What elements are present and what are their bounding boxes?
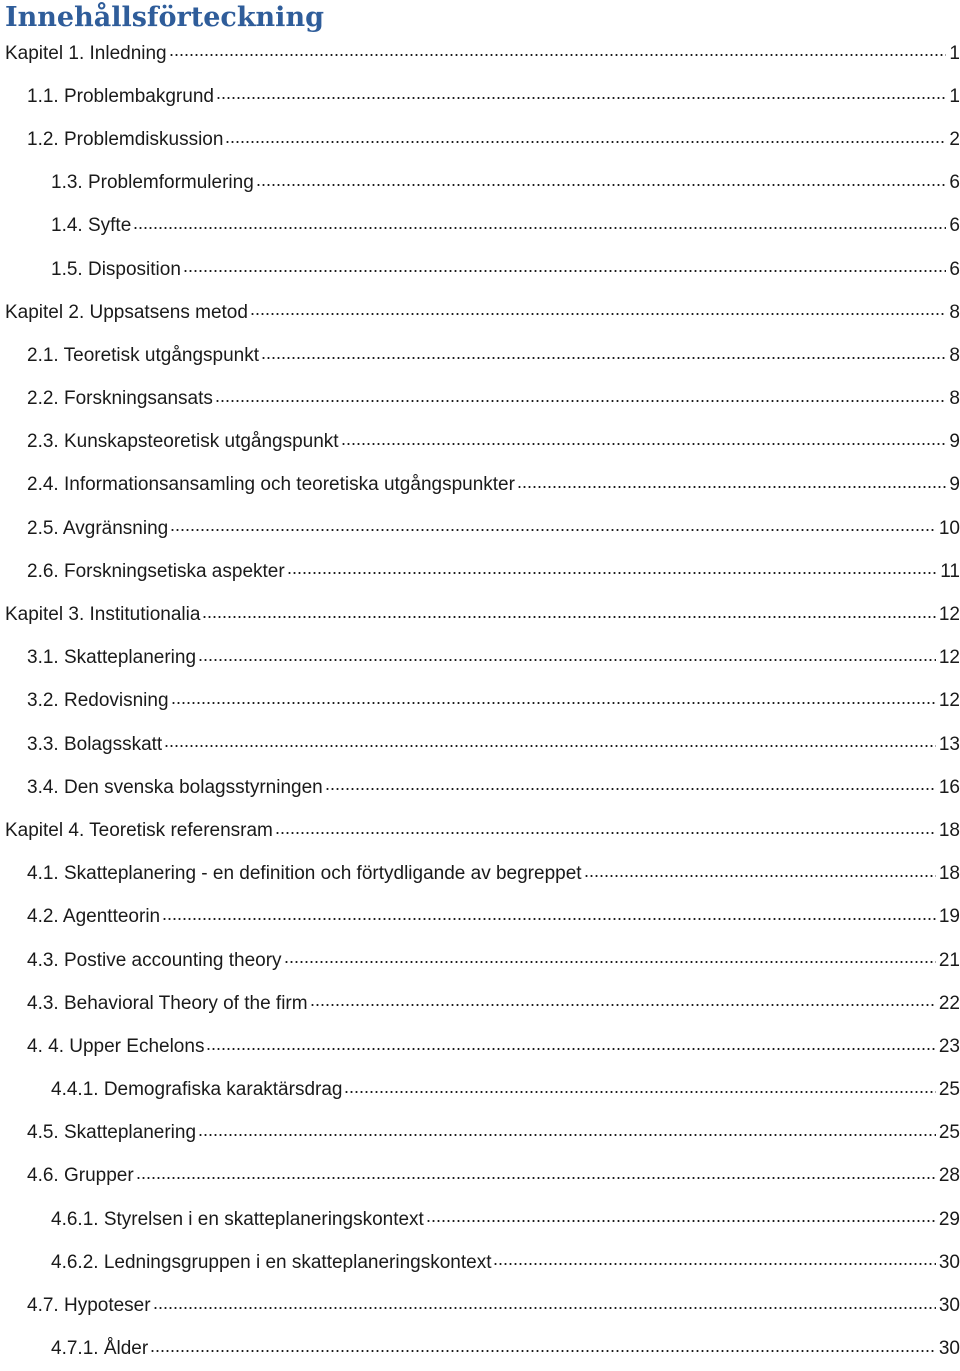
- dot-leader: [325, 783, 936, 795]
- dot-leader: [169, 49, 947, 61]
- toc-entry-label: 4.3. Behavioral Theory of the firm: [27, 992, 308, 1014]
- toc-entry-label: 4.7.1. Ålder: [51, 1338, 149, 1360]
- dot-leader: [225, 136, 946, 148]
- toc-entry-label: 4.6. Grupper: [27, 1165, 134, 1187]
- toc-entry-label: 1.2. Problemdiskussion: [27, 128, 224, 150]
- toc-entry[interactable]: [0, 378, 960, 421]
- toc-entry-label: 4.1. Skatteplanering - en definition och förtydligande av begreppet: [27, 863, 582, 885]
- toc-list: [0, 32, 960, 1371]
- toc-entry[interactable]: [0, 896, 960, 939]
- toc-entry-page-number: 6: [949, 215, 960, 237]
- toc-entry[interactable]: [0, 162, 960, 205]
- toc-entry-label: 4.6.2. Ledningsgruppen i en skatteplaneringskontext: [51, 1251, 492, 1273]
- dot-leader: [284, 956, 936, 968]
- dot-leader: [198, 654, 936, 666]
- toc-entry-page-number: 6: [949, 258, 960, 280]
- toc-entry[interactable]: [0, 291, 960, 334]
- toc-entry[interactable]: [0, 1155, 960, 1198]
- toc-entry[interactable]: [0, 809, 960, 852]
- toc-entry[interactable]: [0, 982, 960, 1025]
- toc-entry-page-number: 12: [938, 690, 960, 712]
- dot-leader: [171, 697, 936, 709]
- dot-leader: [216, 92, 946, 104]
- toc-entry-label: 1.1. Problembakgrund: [27, 85, 214, 107]
- toc-entry-page-number: 9: [949, 474, 960, 496]
- toc-entry[interactable]: [0, 507, 960, 550]
- toc-entry-page-number: 28: [938, 1165, 960, 1187]
- toc-entry-page-number: 25: [938, 1079, 960, 1101]
- toc-entry-page-number: 13: [938, 733, 960, 755]
- toc-entry[interactable]: [0, 550, 960, 593]
- toc-entry-label: 2.3. Kunskapsteoretisk utgångspunkt: [27, 431, 339, 453]
- toc-entry[interactable]: [0, 1069, 960, 1112]
- dot-leader: [162, 913, 936, 925]
- dot-leader: [206, 1043, 935, 1055]
- dot-leader: [493, 1258, 935, 1270]
- toc-entry-label: 4.7. Hypoteser: [27, 1295, 151, 1317]
- toc-entry[interactable]: [0, 680, 960, 723]
- toc-entry-label: 1.5. Disposition: [51, 258, 181, 280]
- dot-leader: [136, 1172, 936, 1184]
- toc-entry-label: 1.3. Problemformulering: [51, 172, 254, 194]
- toc-entry-page-number: 30: [938, 1295, 960, 1317]
- toc-entry[interactable]: [0, 939, 960, 982]
- dot-leader: [250, 308, 947, 320]
- toc-entry[interactable]: [0, 464, 960, 507]
- dot-leader: [275, 827, 936, 839]
- toc-entry-label: 2.5. Avgränsning: [27, 517, 169, 539]
- dot-leader: [164, 740, 936, 752]
- dot-leader: [256, 179, 947, 191]
- toc-entry-page-number: 2: [949, 128, 960, 150]
- toc-entry-label: Kapitel 1. Inledning: [5, 42, 167, 64]
- toc-entry-label: 1.4. Syfte: [51, 215, 132, 237]
- toc-title: Innehållsförteckning: [5, 2, 324, 33]
- toc-entry-page-number: 1: [949, 42, 960, 64]
- toc-entry-label: 2.1. Teoretisk utgångspunkt: [27, 344, 260, 366]
- dot-leader: [150, 1345, 936, 1357]
- toc-entry[interactable]: [0, 1284, 960, 1327]
- toc-entry-page-number: 11: [940, 560, 960, 582]
- toc-entry-page-number: 1: [949, 85, 960, 107]
- toc-entry-label: 4.3. Postive accounting theory: [27, 949, 282, 971]
- toc-entry-label: 2.6. Forskningsetiska aspekter: [27, 560, 285, 582]
- toc-entry-page-number: 12: [938, 647, 960, 669]
- toc-entry[interactable]: [0, 118, 960, 161]
- toc-entry-page-number: 25: [938, 1122, 960, 1144]
- toc-entry-page-number: 10: [938, 517, 960, 539]
- toc-entry-page-number: 19: [938, 906, 960, 928]
- toc-entry[interactable]: [0, 1328, 960, 1371]
- dot-leader: [517, 481, 946, 493]
- dot-leader: [310, 999, 936, 1011]
- dot-leader: [198, 1129, 936, 1141]
- toc-entry[interactable]: [0, 421, 960, 464]
- dot-leader: [344, 1086, 935, 1098]
- toc-entry-page-number: 8: [949, 301, 960, 323]
- toc-entry-page-number: 12: [938, 604, 960, 626]
- toc-entry-label: 4. 4. Upper Echelons: [27, 1035, 205, 1057]
- toc-entry-label: 4.2. Agentteorin: [27, 906, 161, 928]
- dot-leader: [584, 870, 936, 882]
- toc-entry-label: 3.1. Skatteplanering: [27, 647, 197, 669]
- dot-leader: [153, 1302, 936, 1314]
- toc-entry-label: 3.4. Den svenska bolagsstyrningen: [27, 776, 323, 798]
- toc-entry[interactable]: [0, 334, 960, 377]
- toc-entry-label: 2.2. Forskningsansats: [27, 388, 213, 410]
- toc-entry-page-number: 8: [949, 344, 960, 366]
- toc-entry-page-number: 6: [949, 172, 960, 194]
- toc-entry[interactable]: [0, 1112, 960, 1155]
- toc-entry[interactable]: [0, 75, 960, 118]
- toc-entry-label: Kapitel 3. Institutionalia: [5, 604, 201, 626]
- toc-entry-label: 4.5. Skatteplanering: [27, 1122, 197, 1144]
- toc-entry-page-number: 16: [938, 776, 960, 798]
- toc-entry[interactable]: [0, 1025, 960, 1068]
- toc-entry-label: 3.3. Bolagsskatt: [27, 733, 163, 755]
- dot-leader: [202, 611, 935, 623]
- dot-leader: [215, 395, 947, 407]
- toc-entry-page-number: 30: [938, 1338, 960, 1360]
- toc-entry-page-number: 21: [938, 949, 960, 971]
- toc-entry-label: 2.4. Informationsansamling och teoretiska utgångspunkter: [27, 474, 515, 496]
- dot-leader: [133, 222, 946, 234]
- dot-leader: [261, 352, 946, 364]
- toc-entry[interactable]: [0, 1241, 960, 1284]
- toc-entry[interactable]: [0, 853, 960, 896]
- toc-entry-page-number: 30: [938, 1251, 960, 1273]
- toc-entry[interactable]: [0, 593, 960, 636]
- toc-entry-page-number: 18: [938, 863, 960, 885]
- dot-leader: [183, 265, 947, 277]
- toc-entry[interactable]: [0, 723, 960, 766]
- toc-entry[interactable]: [0, 248, 960, 291]
- dot-leader: [287, 567, 938, 579]
- toc-entry-label: 3.2. Redovisning: [27, 690, 169, 712]
- dot-leader: [341, 438, 947, 450]
- toc-entry-page-number: 22: [938, 992, 960, 1014]
- toc-entry-label: 4.4.1. Demografiska karaktärsdrag: [51, 1079, 343, 1101]
- toc-entry[interactable]: [0, 32, 960, 75]
- toc-entry[interactable]: [0, 205, 960, 248]
- toc-entry-page-number: 18: [938, 819, 960, 841]
- toc-entry-page-number: 29: [938, 1208, 960, 1230]
- toc-entry-page-number: 23: [938, 1035, 960, 1057]
- toc-entry-page-number: 9: [949, 431, 960, 453]
- toc-entry-page-number: 8: [949, 388, 960, 410]
- toc-entry[interactable]: [0, 637, 960, 680]
- toc-entry-label: 4.6.1. Styrelsen i en skatteplaneringskontext: [51, 1208, 424, 1230]
- toc-entry[interactable]: [0, 1198, 960, 1241]
- toc-entry-label: Kapitel 2. Uppsatsens metod: [5, 301, 248, 323]
- toc-entry-label: Kapitel 4. Teoretisk referensram: [5, 819, 273, 841]
- toc-entry[interactable]: [0, 766, 960, 809]
- dot-leader: [426, 1215, 936, 1227]
- dot-leader: [170, 524, 936, 536]
